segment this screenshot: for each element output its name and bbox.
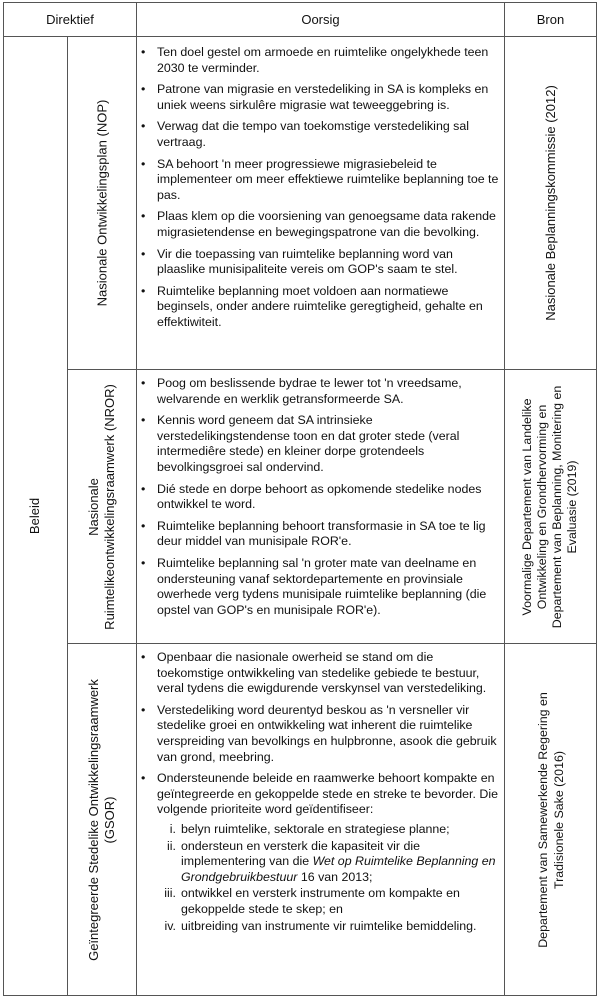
priority-number: i. xyxy=(169,821,176,836)
source-label-line: Voormalige Departement van Landelike xyxy=(520,398,535,615)
source-cell-nror xyxy=(505,370,596,643)
priority-text: belyn ruimtelike, sektorale en strategiese planne; xyxy=(181,821,450,836)
list-item: • Ruimtelike beplanning behoort transformasie in SA toe te lig deur middel van munisipale ROR'e. xyxy=(137,519,502,550)
source-label: Nasionale Beplanningskommissie (2012) xyxy=(542,85,558,321)
header-source: Bron xyxy=(536,12,565,27)
list-item: • Verstedeliking word deurentyd beskou as 'n versneller vir stedelike groei en ontwikkeling wat inherent die ruimtelike verspreiding van bevolkings en hulpbronne, asook die gebruik van grond, meebring. xyxy=(137,703,502,765)
priority-text: 16 van 2013; xyxy=(297,869,373,884)
directive-label xyxy=(86,384,118,630)
overview-cell-nror xyxy=(137,376,502,624)
source-label-line: Departement van Samewerkende Regering en xyxy=(535,691,550,948)
priority-number: ii. xyxy=(167,838,176,853)
category-label: Beleid xyxy=(27,497,43,535)
list-item: • Ruimtelike beplanning sal 'n groter mate van deelname en ondersteuning vanaf sektordepartemente en provinsiale owerhede verg tydens munisipale ruimtelike beplanning (die opstel van GOP's en munisipale ROR'e). xyxy=(137,556,502,618)
priority-text: uitbreiding van instrumente vir ruimtelike bemiddeling. xyxy=(181,918,477,933)
directive-cell-gsor xyxy=(68,644,136,995)
source-label-line: Ontwikkeling en Grondhervorming en xyxy=(535,404,550,609)
directive-label-line: (GSOR) xyxy=(102,796,117,843)
priority-number: iv. xyxy=(164,918,176,933)
list-item: • SA behoort 'n meer progressiewe migrasiebeleid te implementeer om meer effektiewe ruimtelike beplanning toe te pas. xyxy=(137,157,502,204)
list-item: • Kennis word geneem dat SA intrinsieke verstedelikingstendense toon en dat groter stede (veral intermediêre stede) en kleiner dorpe grotendeels bevolkingsgroei sal ondervind. xyxy=(137,413,502,475)
directive-label xyxy=(86,679,118,961)
source-label xyxy=(521,385,581,627)
source-label xyxy=(535,692,567,948)
category-cell xyxy=(4,37,67,995)
directive-label-line: Ruimtelikeontwikkelingsraamwerk (NROR) xyxy=(102,383,117,630)
list-item: • Dié stede en dorpe behoort as opkomende stedelike nodes ontwikkel te word. xyxy=(137,482,502,513)
source-cell-nop xyxy=(505,37,596,369)
overview-cell-gsor xyxy=(137,650,502,940)
priority-item xyxy=(157,839,502,886)
list-item: • Poog om beslissende bydrae te lewer tot 'n vreedsame, welvarende en werklik getransformeerde SA. xyxy=(137,376,502,407)
priority-item xyxy=(157,886,502,917)
list-item: • Verwag dat die tempo van toekomstige verstedeliking sal vertraag. xyxy=(137,119,502,150)
priority-item xyxy=(157,919,502,935)
list-item-text: Ondersteunende beleide en raamwerke behoort kompakte en geïntegreerde en gekoppelde stede en streke te bevorder. Die volgende prioriteite word geïdentifiseer: xyxy=(157,771,498,817)
directive-cell-nop xyxy=(68,37,136,369)
header-directive: Direktief xyxy=(46,12,94,27)
priority-item xyxy=(157,822,502,838)
directive-label-line: Nasionale xyxy=(86,477,101,536)
priority-text: ondersteun en versterk die kapasiteit vir die implementering van die xyxy=(181,838,420,869)
list-item: • Openbaar die nasionale owerheid se stand om die toekomstige ontwikkeling van stedelike gebiede te bestuur, veral tydens die ewigdurende verskynsel van verstedeliking. xyxy=(137,650,502,697)
overview-cell-nop xyxy=(137,45,502,337)
source-cell-gsor xyxy=(505,644,596,995)
list-item: • Vir die toepassing van ruimtelike beplanning word van plaaslike munisipaliteite vereis om GOP's saam te stel. xyxy=(137,247,502,278)
directive-label: Nasionale Ontwikkelingsplan (NOP) xyxy=(94,99,109,307)
list-item: • Patrone van migrasie en verstedeliking in SA is kompleks en uniek weens sirkulêre migrasie wat teweeggebring is. xyxy=(137,82,502,113)
directive-cell-nror xyxy=(68,370,136,643)
source-label-line: Evaluasie (2019) xyxy=(565,460,580,553)
header-overview: Oorsig xyxy=(301,12,340,27)
list-item xyxy=(137,771,502,934)
policy-table xyxy=(3,2,597,996)
priority-text: ontwikkel en versterk instrumente om kompakte en gekoppelde stede te skep; en xyxy=(181,886,460,916)
source-label-line: Departement van Beplanning, Monitering en xyxy=(550,385,565,628)
source-label-line: Tradisionele Sake (2016) xyxy=(551,750,566,889)
list-item: • Ten doel gestel om armoede en ruimtelike ongelykhede teen 2030 te verminder. xyxy=(137,45,502,76)
act-title: Wet op Ruimtelike Beplanning en Grondgebruikbestuur xyxy=(181,854,496,884)
directive-label-line: Geïntegreerde Stedelike Ontwikkelingsraamwerk xyxy=(86,678,101,961)
priorities-list xyxy=(157,822,502,934)
list-item: • Plaas klem op die voorsiening van genoegsame data rakende migrasietendense en bewegingspatrone van die bevolking. xyxy=(137,209,502,240)
priority-number: iii. xyxy=(164,886,176,901)
list-item: • Ruimtelike beplanning moet voldoen aan normatiewe beginsels, onder andere ruimtelike geregtigheid, gehalte en effektiwiteit. xyxy=(137,284,502,331)
